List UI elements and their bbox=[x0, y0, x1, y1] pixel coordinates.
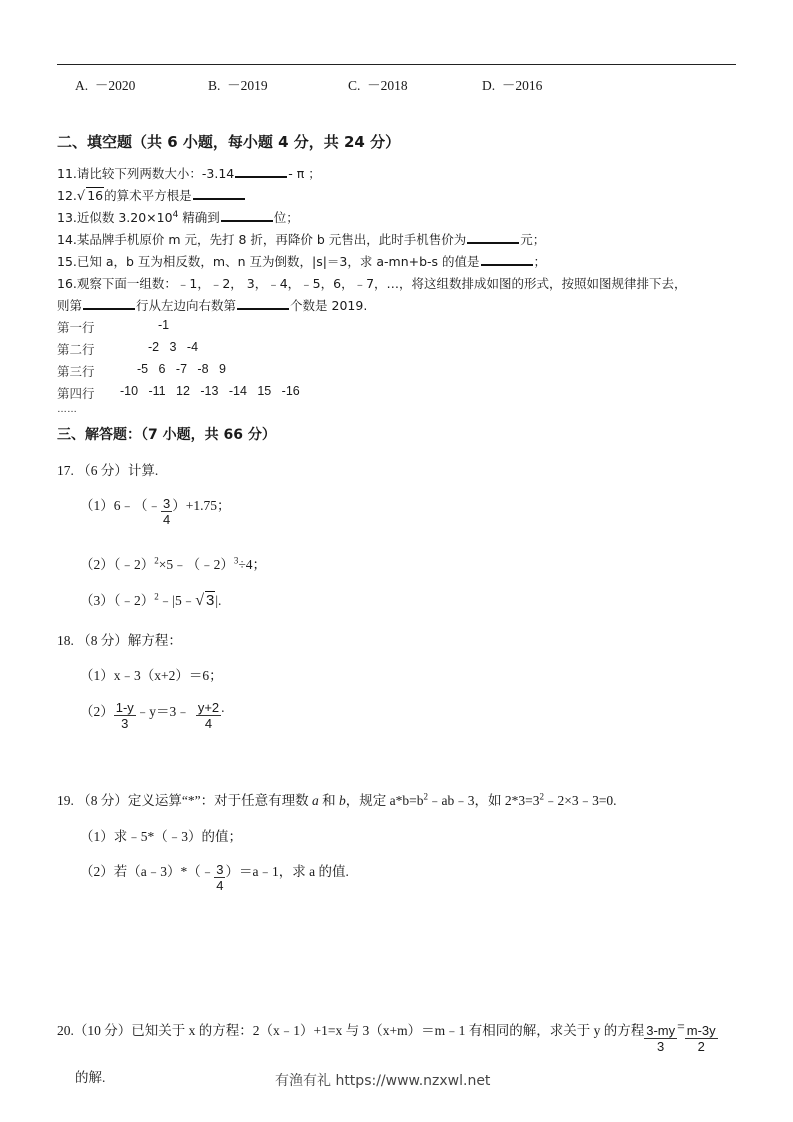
choice-value: －2018 bbox=[367, 78, 408, 93]
q13-text: 13.近似数 3.20×10 bbox=[57, 210, 173, 225]
numerator: m-3y bbox=[686, 1023, 716, 1038]
choice-d bbox=[482, 74, 542, 94]
q16-tail: 个数是 2019. bbox=[290, 298, 368, 313]
question-17-part3 bbox=[80, 589, 221, 610]
row-values-2: -2 3 -4 bbox=[148, 340, 199, 354]
question-16-line2 bbox=[57, 296, 367, 314]
choice-letter: B. bbox=[208, 78, 221, 93]
exponent: 2 bbox=[154, 555, 159, 566]
answer-blank bbox=[237, 296, 289, 310]
answer-blank bbox=[467, 230, 519, 244]
q19-and: 和 bbox=[318, 793, 339, 808]
q11-tail: - π ； bbox=[288, 166, 321, 181]
q17p2-text: （2）（﹣2） bbox=[80, 557, 155, 572]
fraction bbox=[644, 1023, 677, 1054]
question-11 bbox=[57, 164, 321, 182]
row-values-4: -10 -11 12 -13 -14 15 -16 bbox=[120, 384, 300, 398]
row-label-1: 第一行 bbox=[57, 320, 95, 335]
question-17-head: 17. （6 分）计算. bbox=[57, 463, 159, 478]
exponent: 2 bbox=[423, 791, 428, 802]
q19-rule: ，规定 a*b=b bbox=[345, 793, 424, 808]
q12-num: 12. bbox=[57, 188, 77, 203]
choice-value: －2019 bbox=[227, 78, 268, 93]
q17p1-text: （1）6﹣（﹣ bbox=[80, 498, 161, 513]
q19-tail: ﹣2×3﹣3=0. bbox=[543, 793, 617, 808]
question-13 bbox=[57, 208, 299, 226]
q17p1-tail: ）+1.75； bbox=[172, 498, 231, 513]
numerator: 1-y bbox=[115, 700, 134, 715]
denominator: 3 bbox=[657, 1039, 665, 1054]
top-rule bbox=[57, 64, 736, 65]
sqrt-icon: √ bbox=[195, 592, 204, 609]
q16-mid: 行从左边向右数第 bbox=[136, 298, 237, 313]
question-18-part2 bbox=[80, 700, 225, 731]
q13-mid: 精确到 bbox=[178, 210, 220, 225]
section2-title: 二、填空题（共 6 小题，每小题 4 分，共 24 分） bbox=[57, 133, 401, 151]
question-18-head: 18. （8 分）解方程： bbox=[57, 633, 182, 648]
q14-text: 14.某品牌手机原价 m 元，先打 8 折，再降价 b 元售出，此时手机售价为 bbox=[57, 232, 467, 247]
question-20-tail: 的解. bbox=[75, 1070, 106, 1085]
q20-text: 20.（10 分）已知关于 x 的方程：2（x﹣1）+1=x 与 3（x+m）＝m﹣1 有相同的解，求关于 y 的方程 bbox=[57, 1023, 645, 1038]
q19p2-text: （2）若（a﹣3）*（﹣ bbox=[80, 864, 215, 879]
row-values-1: -1 bbox=[158, 318, 170, 332]
fraction bbox=[685, 1023, 718, 1054]
q15-text: 15.已知 a，b 互为相反数，m、n 互为倒数，|s|＝3，求 a-mn+b-s 的值是 bbox=[57, 254, 480, 269]
q11-text: 11.请比较下列两数大小：-3.14 bbox=[57, 166, 235, 181]
exponent: 4 bbox=[172, 209, 179, 220]
equals: = bbox=[677, 1019, 685, 1034]
denominator: 3 bbox=[121, 716, 129, 731]
q13-tail: 位； bbox=[273, 210, 299, 225]
fraction bbox=[161, 496, 172, 527]
radicand: 16 bbox=[87, 188, 104, 203]
question-19-head bbox=[57, 789, 617, 809]
choice-a bbox=[75, 74, 135, 94]
choice-c bbox=[348, 74, 408, 94]
q18p2-mid: ﹣y＝3﹣ bbox=[135, 704, 190, 719]
question-19-part2 bbox=[80, 860, 349, 893]
question-15 bbox=[57, 252, 546, 270]
var-a: a bbox=[311, 793, 319, 808]
question-20 bbox=[57, 1019, 718, 1054]
q17p3-tail: |. bbox=[215, 593, 222, 608]
choice-value: －2020 bbox=[94, 78, 136, 93]
row-label-4: 第四行 bbox=[57, 386, 95, 401]
question-17-part2 bbox=[80, 553, 266, 573]
question-12 bbox=[57, 186, 246, 204]
question-17-part1 bbox=[80, 494, 230, 527]
numerator: 3 bbox=[216, 862, 224, 877]
denominator: 4 bbox=[163, 512, 171, 527]
row-label-2: 第二行 bbox=[57, 342, 95, 357]
section3-title: 三、解答题：（7 小题，共 66 分） bbox=[57, 427, 276, 443]
q17p2-mid: ×5﹣（﹣2） bbox=[158, 557, 234, 572]
watermark: 有渔有礼 https://www.nzxwl.net bbox=[275, 1073, 491, 1089]
fraction bbox=[114, 700, 136, 731]
choice-letter: A. bbox=[75, 78, 89, 93]
answer-blank bbox=[83, 296, 135, 310]
fraction bbox=[196, 700, 221, 731]
denominator: 4 bbox=[216, 878, 224, 893]
choice-letter: D. bbox=[482, 78, 496, 93]
q14-tail: 元； bbox=[520, 232, 546, 247]
row-values-3: -5 6 -7 -8 9 bbox=[137, 362, 226, 376]
choice-value: －2016 bbox=[501, 78, 543, 93]
q17p3-mid: ﹣|5﹣ bbox=[158, 593, 196, 608]
row-label-3: 第三行 bbox=[57, 364, 95, 379]
q15-tail: ； bbox=[533, 254, 547, 269]
q19p2-tail: ）＝a﹣1，求 a 的值. bbox=[225, 864, 349, 879]
q18p2-tail: . bbox=[221, 700, 225, 715]
exponent: 3 bbox=[233, 555, 239, 566]
numerator: 3-my bbox=[646, 1023, 676, 1038]
answer-blank bbox=[235, 164, 287, 178]
q17p3-text: （3）（﹣2） bbox=[80, 593, 155, 608]
question-14 bbox=[57, 230, 545, 248]
radicand: 3 bbox=[205, 592, 215, 609]
fraction bbox=[214, 862, 225, 893]
sqrt-icon: √ bbox=[76, 189, 86, 204]
exponent: 2 bbox=[539, 791, 544, 802]
var-b: b bbox=[338, 793, 346, 808]
question-18-part1: （1）x﹣3（x+2）＝6； bbox=[80, 668, 223, 683]
q18p2-text: （2） bbox=[80, 704, 114, 719]
answer-blank bbox=[193, 186, 245, 200]
choice-b bbox=[208, 74, 268, 94]
q17p2-tail: ÷4； bbox=[238, 557, 267, 572]
denominator: 2 bbox=[697, 1039, 705, 1054]
answer-blank bbox=[221, 208, 273, 222]
denominator: 4 bbox=[204, 716, 213, 731]
exponent: 2 bbox=[154, 591, 159, 602]
numerator: y+2 bbox=[197, 700, 220, 715]
q12-text: 的算术平方根是 bbox=[104, 188, 192, 203]
q19-text: 19. （8 分）定义运算“*”：对于任意有理数 bbox=[57, 793, 312, 808]
numerator: 3 bbox=[163, 496, 171, 511]
ellipsis: …… bbox=[57, 404, 77, 415]
q16-text: 则第 bbox=[57, 298, 83, 313]
question-19-part1: （1）求﹣5*（﹣3）的值； bbox=[80, 829, 242, 844]
question-16-line1: 16.观察下面一组数：﹣1，﹣2， 3，﹣4，﹣5，6，﹣7，…，将这组数排成如图的形式，按照如图规律排下去， bbox=[57, 276, 687, 291]
choice-letter: C. bbox=[348, 78, 361, 93]
q19-example: ﹣ab﹣3，如 2*3=3 bbox=[427, 793, 540, 808]
answer-blank bbox=[481, 252, 533, 266]
